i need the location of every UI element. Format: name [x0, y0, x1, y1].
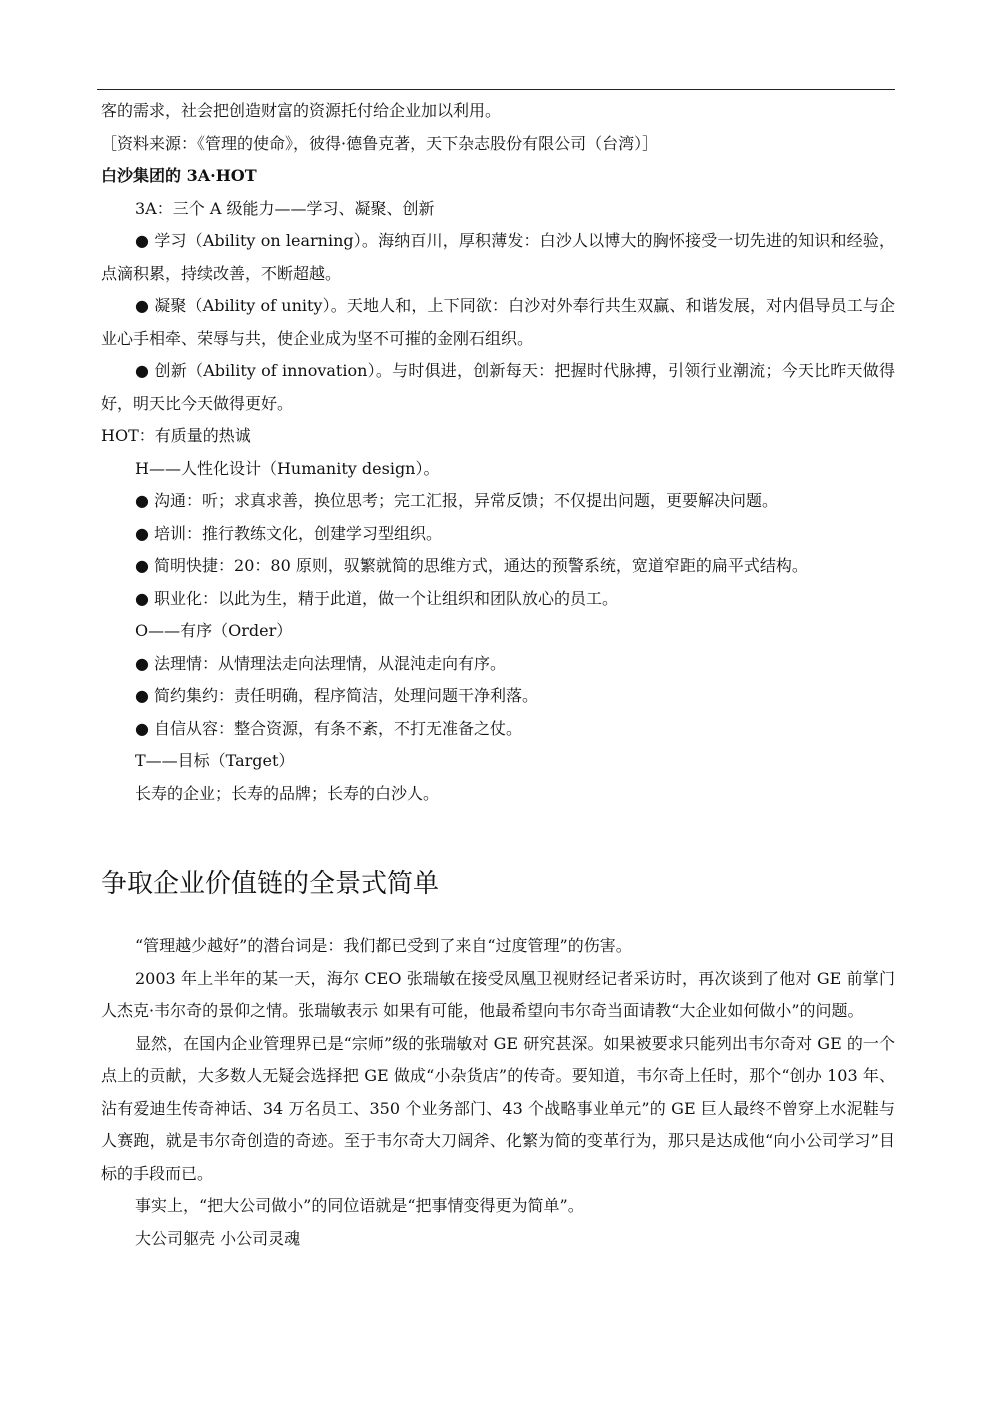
h-item-training: ● 培训：推行教练文化，创建学习型组织。	[135, 523, 443, 543]
bullet-innovation: ● 创新（Ability of innovation）。与时俱进，创新每天：把握时代脉搏，引领行业潮流；今天比昨天做得好，明天比今天做得更好。	[101, 361, 895, 413]
t-title: T——目标（Target）	[135, 751, 295, 770]
paragraph-2: 2003 年上半年的某一天，海尔 CEO 张瑞敏在接受凤凰卫视财经记者采访时，再次谈到了他对 GE 前掌门人杰克·韦尔奇的景仰之情。张瑞敏表示 如果有可能，他最希望向韦尔奇当面请教“大企业如何做小”的问题。	[101, 968, 895, 1020]
paragraph-continuation: 客的需求，社会把创造财富的资源托付给企业加以利用。	[101, 101, 502, 120]
h-item-professional: ● 职业化：以此为生，精于此道，做一个让组织和团队放心的员工。	[135, 588, 619, 608]
subheading-baisha: 白沙集团的 3A·HOT	[101, 166, 257, 185]
t-text: 长寿的企业；长寿的品牌；长寿的白沙人。	[135, 783, 440, 803]
section-heading: 争取企业价值链的全景式简单	[101, 869, 440, 899]
h-item-simple: ● 简明快捷：20：80 原则，驭繁就简的思维方式，通达的预警系统，宽道窄距的扁平式结构。	[135, 556, 808, 575]
paragraph-5: 大公司躯壳 小公司灵魂	[135, 1228, 301, 1248]
document-body	[101, 95, 895, 1255]
o-title: O——有序（Order）	[135, 621, 293, 640]
hot-title: HOT：有质量的热诚	[101, 426, 251, 445]
bullet-learning: ● 学习（Ability on learning）。海纳百川，厚积薄发：白沙人以博大的胸怀接受一切先进的知识和经验，点滴积累，持续改善，不断超越。	[101, 231, 895, 283]
bullet-unity: ● 凝聚（Ability of unity）。天地人和，上下同欲：白沙对外奉行共生双赢、和谐发展，对内倡导员工与企业心手相牵、荣辱与共，使企业成为坚不可摧的金刚石组织。	[101, 296, 895, 348]
source-citation: ［资料来源：《管理的使命》，彼得·德鲁克著，天下杂志股份有限公司（台湾）］	[101, 133, 659, 153]
three-a-title: 3A：三个 A 级能力——学习、凝聚、创新	[135, 198, 435, 218]
o-item-law: ● 法理情：从情理法走向法理情，从混沌走向有序。	[135, 653, 507, 673]
paragraph-1: “管理越少越好”的潜台词是：我们都已受到了来自“过度管理”的伤害。	[135, 936, 632, 955]
header-rule	[97, 89, 895, 90]
h-item-communication: ● 沟通：听；求真求善，换位思考；完工汇报，异常反馈；不仅提出问题，更要解决问题。	[135, 491, 779, 510]
h-title: H——人性化设计（Humanity design）。	[135, 458, 440, 478]
o-item-confident: ● 自信从容：整合资源，有条不紊，不打无准备之仗。	[135, 718, 523, 738]
paragraph-3: 显然，在国内企业管理界已是“宗师”级的张瑞敏对 GE 研究甚深。如果被要求只能列出韦尔奇对 GE 的一个点上的贡献，大多数人无疑会选择把 GE 做成“小杂货店”的传奇。要知道，韦尔奇上任时，那个“创办 103 年、沾有爱迪生传奇神话、34 万名员工、350 个业务部门、43 个战略事业单元”的 GE 巨人最终不曾穿上水泥鞋与人赛跑，就是韦尔奇创造的奇迹。至于韦尔奇大刀阔斧、化繁为简的变革行为，那只是达成他“向小公司学习”目标的手段而已。	[101, 1033, 895, 1183]
o-item-concise: ● 简约集约：责任明确，程序简洁，处理问题干净利落。	[135, 686, 539, 705]
paragraph-4: 事实上，“把大公司做小”的同位语就是“把事情变得更为简单”。	[135, 1196, 584, 1215]
